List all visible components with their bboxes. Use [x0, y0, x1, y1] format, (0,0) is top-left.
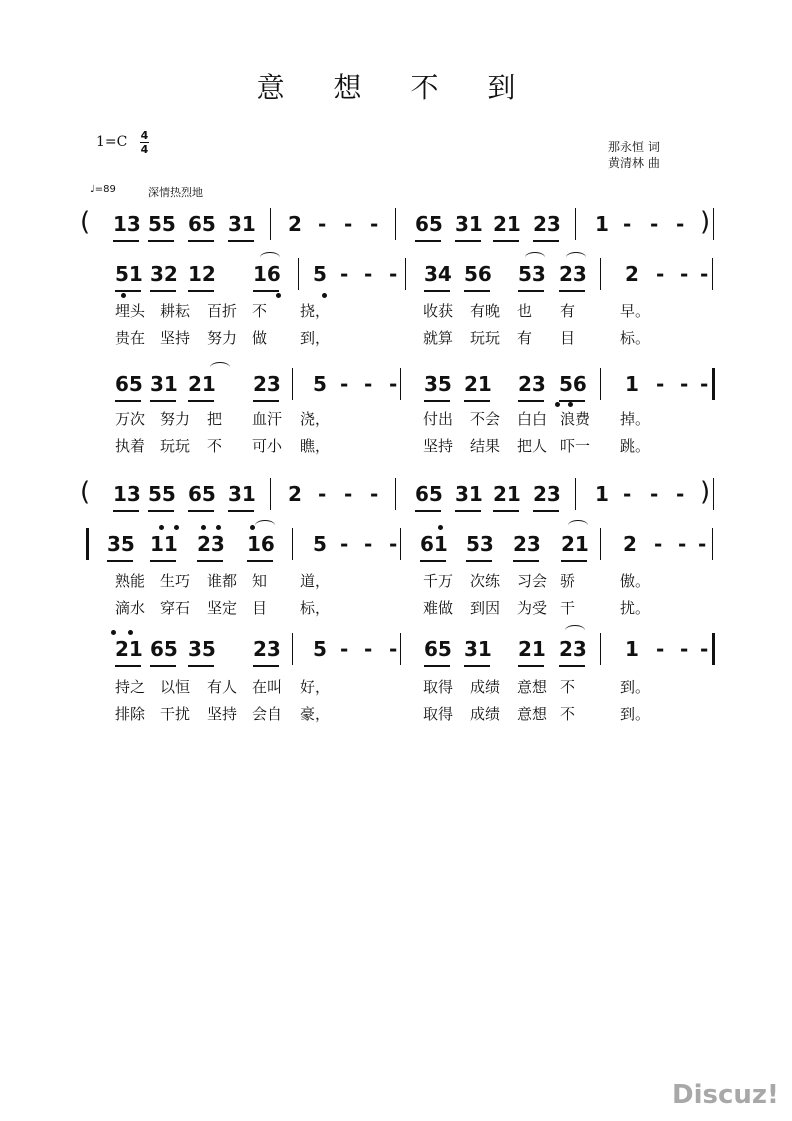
- beam-underline: [415, 240, 441, 242]
- lyric-word: 也: [517, 302, 533, 320]
- note-group: 1: [625, 372, 639, 396]
- lyric-word: 努力: [160, 410, 191, 428]
- lyric-word: 好，: [300, 678, 331, 696]
- dash: -: [700, 372, 709, 396]
- lyric-word: 坚持: [207, 705, 238, 723]
- lyric-word: 取得: [423, 678, 454, 696]
- parenthesis: (: [80, 207, 91, 237]
- lyric-word: 熟能: [115, 572, 146, 590]
- slur-icon: [210, 362, 230, 373]
- note-group: 31: [464, 637, 492, 661]
- note-group: 65: [415, 482, 443, 506]
- watermark: Discuz!: [672, 1080, 779, 1110]
- dash: -: [389, 372, 398, 396]
- repeat-start-barline: [86, 528, 89, 560]
- lyric-word: 把人: [517, 437, 548, 455]
- barline: [292, 368, 293, 400]
- lyric-word: 瞧，: [300, 437, 331, 455]
- staff-row-2: [0, 262, 792, 302]
- beam-underline: [228, 240, 254, 242]
- parenthesis: ): [700, 477, 711, 507]
- note-group: 65: [415, 212, 443, 236]
- lyric-word: 玩玩: [470, 329, 501, 347]
- dash: -: [318, 482, 327, 506]
- lyric-word: 万次: [115, 410, 146, 428]
- barline: [292, 633, 293, 665]
- low-octave-dot: [322, 293, 327, 298]
- note-group: 65: [424, 637, 452, 661]
- meter-top: 4: [140, 129, 149, 142]
- beam-underline: [533, 240, 559, 242]
- note-group: 23: [559, 637, 587, 661]
- high-octave-dot: [128, 630, 133, 635]
- barline: [713, 208, 714, 240]
- lyric-word: 生巧: [160, 572, 191, 590]
- lyric-word: 收获: [423, 302, 454, 320]
- note-group: 65: [115, 372, 143, 396]
- note-group: 53: [518, 262, 546, 286]
- lyric-word: 到，: [300, 329, 331, 347]
- dash: -: [344, 482, 353, 506]
- lyric-word: 坚持: [160, 329, 191, 347]
- lyric-word: 百折: [207, 302, 238, 320]
- note-group: 35: [188, 637, 216, 661]
- lyric-word: 标。: [620, 329, 651, 347]
- high-octave-dot: [111, 630, 116, 635]
- note-group: 55: [148, 482, 176, 506]
- beam-underline: [228, 510, 254, 512]
- lyric-word: 有人: [207, 678, 238, 696]
- note-group: 21: [561, 532, 589, 556]
- lyric-word: 干: [560, 599, 576, 617]
- lyric-word: 标，: [300, 599, 331, 617]
- dash: -: [318, 212, 327, 236]
- beam-underline: [150, 400, 176, 402]
- beam-underline: [253, 400, 279, 402]
- lyric-word: 穿石: [160, 599, 191, 617]
- dash: -: [340, 262, 349, 286]
- beam-underline: [518, 290, 544, 292]
- beam-underline: [150, 290, 176, 292]
- high-octave-dot: [438, 525, 443, 530]
- beam-underline: [107, 560, 133, 562]
- dash: -: [389, 262, 398, 286]
- note-group: 31: [455, 212, 483, 236]
- parenthesis: ): [700, 207, 711, 237]
- beam-underline: [188, 400, 214, 402]
- parenthesis: (: [80, 477, 91, 507]
- slur-icon: [568, 520, 588, 531]
- lyric-word: 玩玩: [160, 437, 191, 455]
- note-group: 21: [464, 372, 492, 396]
- lyric-word: 排除: [115, 705, 146, 723]
- barline: [270, 478, 271, 510]
- dash: -: [700, 262, 709, 286]
- lyric-word: 努力: [207, 329, 238, 347]
- note-group: 21: [493, 212, 521, 236]
- low-octave-dot: [555, 402, 560, 407]
- note-group: 2: [288, 482, 302, 506]
- beam-underline: [148, 240, 174, 242]
- lyric-word: 坚定: [207, 599, 238, 617]
- barline: [600, 633, 601, 665]
- dash: -: [364, 637, 373, 661]
- lyric-word: 贵在: [115, 329, 146, 347]
- barline: [712, 633, 715, 665]
- lyric-word: 就算: [423, 329, 454, 347]
- note-group: 23: [533, 212, 561, 236]
- dash: -: [680, 262, 689, 286]
- note-group: 65: [188, 212, 216, 236]
- lyric-word: 掉。: [620, 410, 651, 428]
- note-group: 5: [313, 372, 327, 396]
- staff-row-6: [0, 637, 792, 677]
- barline: [270, 208, 271, 240]
- beam-underline: [424, 290, 450, 292]
- lyric-word: 成绩: [470, 678, 501, 696]
- note-group: 23: [253, 637, 281, 661]
- key-signature: 1=C: [96, 134, 128, 150]
- note-group: 32: [150, 262, 178, 286]
- lyric-word: 到。: [620, 705, 651, 723]
- note-group: 31: [228, 212, 256, 236]
- dash: -: [370, 482, 379, 506]
- dash: -: [680, 637, 689, 661]
- note-group: 13: [113, 482, 141, 506]
- lyric-word: 滴水: [115, 599, 146, 617]
- barline: [713, 478, 714, 510]
- lyric-word: 有: [517, 329, 533, 347]
- slur-icon: [566, 252, 586, 263]
- dash: -: [698, 532, 707, 556]
- dash: -: [364, 372, 373, 396]
- lyric-word: 目: [252, 599, 268, 617]
- lyric-word: 做: [252, 329, 268, 347]
- beam-underline: [561, 560, 587, 562]
- beam-underline: [518, 400, 544, 402]
- lyric-word: 持之: [115, 678, 146, 696]
- beam-underline: [464, 290, 490, 292]
- note-group: 2: [625, 262, 639, 286]
- note-group: 21: [493, 482, 521, 506]
- note-group: 31: [455, 482, 483, 506]
- note-group: 23: [518, 372, 546, 396]
- staff-row-5: [0, 532, 792, 572]
- slur-icon: [260, 252, 280, 263]
- low-octave-dot: [121, 293, 126, 298]
- barline: [405, 258, 406, 290]
- lyric-word: 有: [560, 302, 576, 320]
- barline: [395, 208, 396, 240]
- lyric-word: 耕耘: [160, 302, 191, 320]
- lyric-word: 千万: [423, 572, 454, 590]
- barline: [298, 258, 299, 290]
- dash: -: [650, 482, 659, 506]
- note-group: 23: [197, 532, 225, 556]
- barline: [712, 368, 715, 400]
- dash: -: [340, 372, 349, 396]
- beam-underline: [559, 665, 585, 667]
- dash: -: [344, 212, 353, 236]
- note-group: 56: [464, 262, 492, 286]
- dash: -: [656, 637, 665, 661]
- note-group: 35: [424, 372, 452, 396]
- note-group: 5: [313, 637, 327, 661]
- dash: -: [676, 212, 685, 236]
- lyric-word: 傲。: [620, 572, 651, 590]
- dash: -: [389, 532, 398, 556]
- dash: -: [656, 262, 665, 286]
- note-group: 1: [595, 482, 609, 506]
- beam-underline: [253, 665, 279, 667]
- song-title: 意 想 不 到: [256, 71, 536, 104]
- high-octave-dot: [159, 525, 164, 530]
- note-group: 23: [513, 532, 541, 556]
- lyric-word: 以恒: [160, 678, 191, 696]
- note-group: 5: [313, 262, 327, 286]
- note-group: 65: [150, 637, 178, 661]
- dash: -: [700, 637, 709, 661]
- barline: [712, 528, 713, 560]
- note-group: 2: [623, 532, 637, 556]
- beam-underline: [197, 560, 223, 562]
- dash: -: [680, 372, 689, 396]
- staff-row-4: [0, 477, 792, 522]
- dash: -: [654, 532, 663, 556]
- lyric-word: 豪，: [300, 705, 331, 723]
- note-group: 61: [420, 532, 448, 556]
- barline: [400, 633, 401, 665]
- lyric-word: 可小: [252, 437, 283, 455]
- slur-icon: [525, 252, 545, 263]
- lyric-word: 骄: [560, 572, 576, 590]
- barline: [575, 208, 576, 240]
- note-group: 65: [188, 482, 216, 506]
- beam-underline: [415, 510, 441, 512]
- beam-underline: [253, 290, 279, 292]
- lyric-word: 习会: [517, 572, 548, 590]
- note-group: 12: [188, 262, 216, 286]
- lyric-word: 不会: [470, 410, 501, 428]
- lyric-word: 结果: [470, 437, 501, 455]
- lyric-word: 意想: [517, 678, 548, 696]
- lyric-word: 不: [252, 302, 268, 320]
- dash: -: [389, 637, 398, 661]
- lyric-word: 早。: [620, 302, 651, 320]
- lyric-word: 成绩: [470, 705, 501, 723]
- lyric-word: 扰。: [620, 599, 651, 617]
- beam-underline: [247, 560, 273, 562]
- note-group: 1: [595, 212, 609, 236]
- barline: [600, 258, 601, 290]
- barline: [400, 368, 401, 400]
- lyric-word: 干扰: [160, 705, 191, 723]
- lyric-word: 到。: [620, 678, 651, 696]
- note-group: 21: [518, 637, 546, 661]
- note-group: 56: [559, 372, 587, 396]
- beam-underline: [150, 665, 176, 667]
- dash: -: [656, 372, 665, 396]
- high-octave-dot: [201, 525, 206, 530]
- note-group: 11: [150, 532, 178, 556]
- lyric-word: 不: [560, 678, 576, 696]
- dash: -: [678, 532, 687, 556]
- lyric-word: 挠，: [300, 302, 331, 320]
- time-signature: [140, 130, 149, 155]
- beam-underline: [455, 510, 481, 512]
- note-group: 53: [466, 532, 494, 556]
- beam-underline: [188, 665, 214, 667]
- note-group: 55: [148, 212, 176, 236]
- lyric-word: 不: [560, 705, 576, 723]
- lyric-word: 次练: [470, 572, 501, 590]
- lyric-word: 谁都: [207, 572, 238, 590]
- barline: [712, 258, 713, 290]
- beam-underline: [420, 560, 446, 562]
- lyric-word: 为受: [517, 599, 548, 617]
- composer-credit: 黄清林 曲: [608, 156, 660, 170]
- lyric-word: 道，: [300, 572, 331, 590]
- note-group: 21: [188, 372, 216, 396]
- lyric-word: 意想: [517, 705, 548, 723]
- lyric-word: 在叫: [252, 678, 283, 696]
- lyric-word: 把: [207, 410, 223, 428]
- dash: -: [364, 262, 373, 286]
- lyric-word: 跳。: [620, 437, 651, 455]
- note-group: 5: [313, 532, 327, 556]
- beam-underline: [455, 240, 481, 242]
- beam-underline: [113, 510, 139, 512]
- beam-underline: [533, 510, 559, 512]
- beam-underline: [466, 560, 492, 562]
- note-group: 1: [625, 637, 639, 661]
- barline: [600, 368, 601, 400]
- staff-row-3: [0, 372, 792, 412]
- note-group: 31: [228, 482, 256, 506]
- lyric-word: 白白: [517, 410, 548, 428]
- lyric-word: 血汗: [252, 410, 283, 428]
- lyric-word: 会自: [252, 705, 283, 723]
- note-group: 23: [559, 262, 587, 286]
- note-group: 35: [107, 532, 135, 556]
- beam-underline: [115, 665, 141, 667]
- beam-underline: [518, 665, 544, 667]
- lyric-word: 吓一: [560, 437, 591, 455]
- lyric-word: 知: [252, 572, 268, 590]
- dash: -: [370, 212, 379, 236]
- lyric-word: 不: [207, 437, 223, 455]
- barline: [575, 478, 576, 510]
- beam-underline: [464, 400, 490, 402]
- lyric-word: 坚持: [423, 437, 454, 455]
- note-group: 34: [424, 262, 452, 286]
- lyric-word: 埋头: [115, 302, 146, 320]
- note-group: 23: [253, 372, 281, 396]
- note-group: 51: [115, 262, 143, 286]
- dash: -: [340, 532, 349, 556]
- beam-underline: [559, 290, 585, 292]
- dash: -: [364, 532, 373, 556]
- note-group: 16: [247, 532, 275, 556]
- meter-bottom: 4: [140, 143, 149, 156]
- lyric-word: 浇，: [300, 410, 331, 428]
- slur-icon: [565, 625, 585, 636]
- high-octave-dot: [216, 525, 221, 530]
- beam-underline: [188, 510, 214, 512]
- low-octave-dot: [568, 402, 573, 407]
- beam-underline: [150, 560, 176, 562]
- beam-underline: [493, 510, 519, 512]
- tempo-marking: ♩=89: [90, 184, 116, 195]
- note-group: 31: [150, 372, 178, 396]
- beam-underline: [148, 510, 174, 512]
- lyric-word: 付出: [423, 410, 454, 428]
- beam-underline: [188, 290, 214, 292]
- note-group: 21: [115, 637, 143, 661]
- dash: -: [650, 212, 659, 236]
- barline: [292, 528, 293, 560]
- barline: [400, 528, 401, 560]
- expression-marking: 深情热烈地: [148, 186, 203, 199]
- beam-underline: [113, 240, 139, 242]
- note-group: 23: [533, 482, 561, 506]
- beam-underline: [188, 240, 214, 242]
- lyric-word: 难做: [423, 599, 454, 617]
- lyric-word: 有晚: [470, 302, 501, 320]
- barline: [600, 528, 601, 560]
- dash: -: [340, 637, 349, 661]
- lyricist-credit: 那永恒 词: [608, 140, 660, 154]
- note-group: 13: [113, 212, 141, 236]
- beam-underline: [115, 400, 141, 402]
- low-octave-dot: [276, 293, 281, 298]
- dash: -: [623, 482, 632, 506]
- lyric-word: 浪费: [560, 410, 591, 428]
- staff-row-1: [0, 207, 792, 252]
- lyric-word: 到因: [470, 599, 501, 617]
- lyric-word: 目: [560, 329, 576, 347]
- barline: [395, 478, 396, 510]
- dash: -: [623, 212, 632, 236]
- beam-underline: [115, 290, 141, 292]
- note-group: 2: [288, 212, 302, 236]
- lyric-word: 取得: [423, 705, 454, 723]
- beam-underline: [513, 560, 539, 562]
- beam-underline: [464, 665, 490, 667]
- note-group: 16: [253, 262, 281, 286]
- dash: -: [676, 482, 685, 506]
- beam-underline: [424, 400, 450, 402]
- slur-icon: [255, 520, 275, 531]
- lyric-word: 执着: [115, 437, 146, 455]
- beam-underline: [493, 240, 519, 242]
- beam-underline: [424, 665, 450, 667]
- high-octave-dot: [174, 525, 179, 530]
